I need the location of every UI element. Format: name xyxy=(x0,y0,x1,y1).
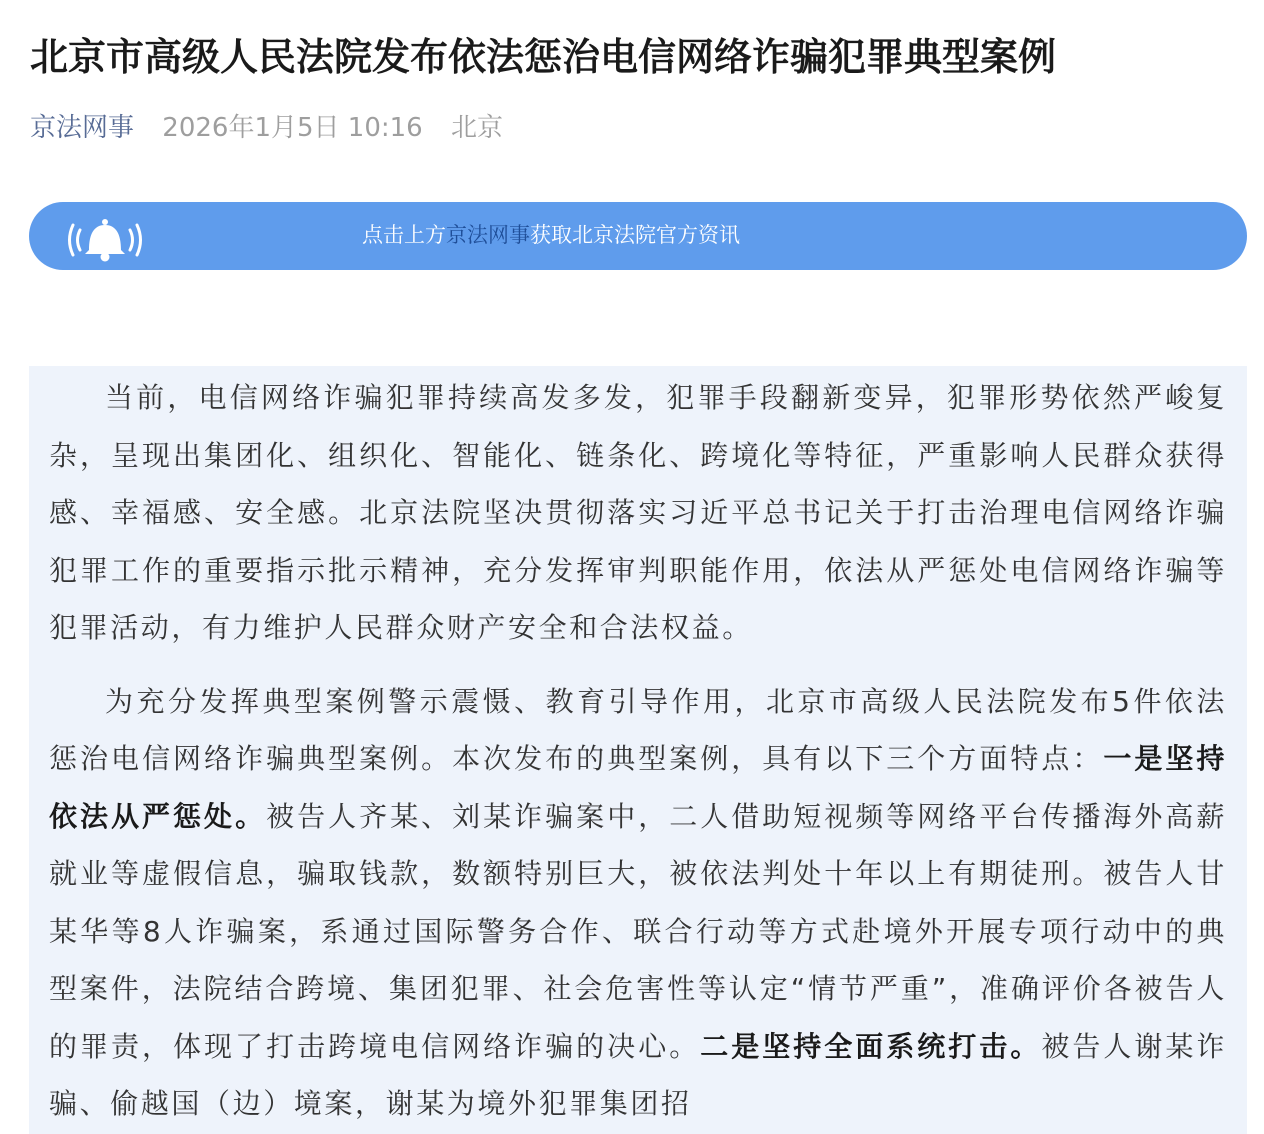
banner-prefix: 点击上方 xyxy=(362,223,446,247)
banner-suffix: 获取北京法院官方资讯 xyxy=(530,223,740,247)
source-link[interactable]: 京法网事 xyxy=(30,113,135,143)
point-one-heading: 一是坚持依法从严惩处。 xyxy=(49,742,1228,833)
article-meta xyxy=(30,108,503,148)
banner-text[interactable] xyxy=(362,202,740,270)
banner-account-name[interactable]: 京法网事 xyxy=(446,223,530,247)
cases-intro-text: 为充分发挥典型案例警示震慑、教育引导作用，北京市高级人民法院发布5件依法惩治电信网络诈骗典型案例。本次发布的典型案例，具有以下三个方面特点： xyxy=(49,684,1227,775)
bell-icon xyxy=(65,210,145,264)
paragraph-intro: 当前，电信网络诈骗犯罪持续高发多发，犯罪手段翻新变异，犯罪形势依然严峻复杂，呈现出集团化、组织化、智能化、链条化、跨境化等特征，严重影响人民群众获得感、幸福感、安全感。北京法院坚决贯彻落实习近平总书记关于打击治理电信网络诈骗犯罪工作的重要指示批示精神，充分发挥审判职能作用，依法从严惩处电信网络诈骗等犯罪活动，有力维护人民群众财产安全和合法权益。 xyxy=(49,381,1227,644)
article-title: 北京市高级人民法院发布依法惩治电信网络诈骗犯罪典型案例 xyxy=(30,35,1057,79)
follow-banner[interactable] xyxy=(29,202,1247,270)
point-two-text: 被告人谢某诈骗、偷越国（边）境案，谢某为境外犯罪集团招 xyxy=(49,1029,1227,1120)
point-two-heading: 二是坚持全面系统打击。 xyxy=(700,1029,1042,1063)
publish-date: 2026年1月5日 10:16 xyxy=(162,113,423,143)
article-body xyxy=(29,366,1247,1134)
publish-location: 北京 xyxy=(451,113,504,143)
paragraph-cases xyxy=(29,673,1247,1133)
point-one-text: 被告人齐某、刘某诈骗案中，二人借助短视频等网络平台传播海外高薪就业等虚假信息，骗取钱款，数额特别巨大，被依法判处十年以上有期徒刑。被告人甘某华等8人诈骗案，系通过国际警务合作、联合行动等方式赴境外开展专项行动中的典型案件，法院结合跨境、集团犯罪、社会危害性等认定“情节严重”，准确评价各被告人的罪责，体现了打击跨境电信网络诈骗的决心。 xyxy=(49,799,1227,1063)
